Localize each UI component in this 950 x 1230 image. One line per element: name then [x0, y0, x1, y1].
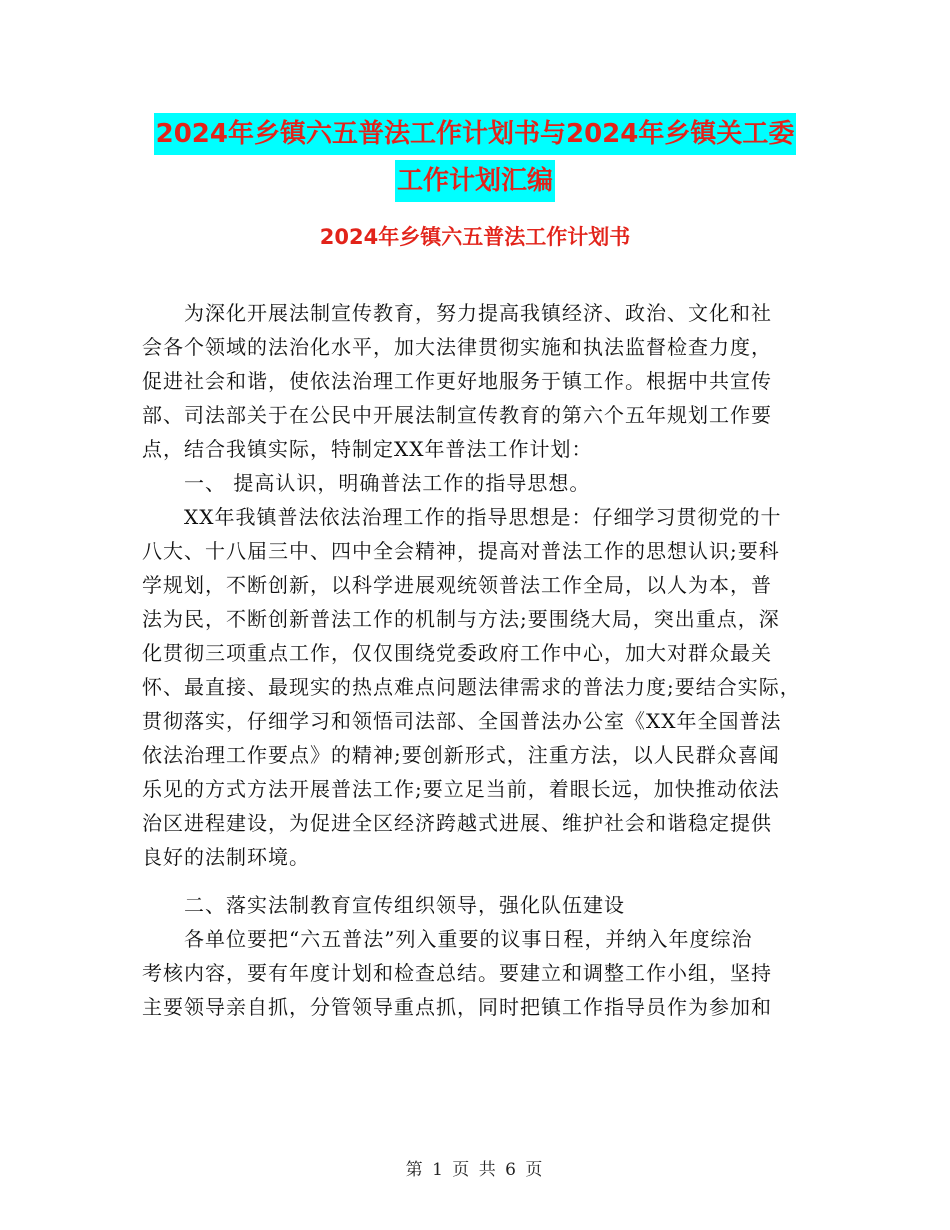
body-line: 促进社会和谐，使依法治理工作更好地服务于镇工作。根据中共宣传 — [142, 369, 772, 393]
body-line: 考核内容，要有年度计划和检查总结。要建立和调整工作小组，坚持 — [142, 961, 772, 985]
section-title: 2024年乡镇六五普法工作计划书 — [319, 225, 631, 249]
body-line: 部、司法部关于在公民中开展法制宣传教育的第六个五年规划工作要 — [142, 403, 772, 427]
body-line: 主要领导亲自抓，分管领导重点抓，同时把镇工作指导员作为参加和 — [142, 995, 772, 1019]
section-heading-1: 一、 提高认识，明确普法工作的指导思想。 — [184, 471, 591, 495]
document-title — [0, 112, 950, 206]
body-line: 怀、最直接、最现实的热点难点问题法律需求的普法力度;要结合实际， — [142, 675, 801, 699]
body-line: 化贯彻三项重点工作，仅仅围绕党委政府工作中心，加大对群众最关 — [142, 641, 772, 665]
body-line: 各单位要把“六五普法”列入重要的议事日程，并纳入年度综治 — [184, 927, 753, 951]
title-line-1: 2024年乡镇六五普法工作计划书与2024年乡镇关工委 — [154, 113, 797, 155]
body-line: 治区进程建设，为促进全区经济跨越式进展、维护社会和谐稳定提供 — [142, 811, 772, 835]
body-line: 依法治理工作要点》的精神;要创新形式，注重方法，以人民群众喜闻 — [142, 743, 780, 767]
body-line: 八大、十八届三中、四中全会精神，提高对普法工作的思想认识;要科 — [142, 539, 780, 563]
body-line: 乐见的方式方法开展普法工作;要立足当前，着眼长远，加快推动依法 — [142, 777, 780, 801]
body-line: XX年我镇普法依法治理工作的指导思想是：仔细学习贯彻党的十 — [184, 505, 782, 529]
body-line: 贯彻落实，仔细学习和领悟司法部、全国普法办公室《XX年全国普法 — [142, 709, 782, 733]
body-line: 为深化开展法制宣传教育，努力提高我镇经济、政治、文化和社 — [184, 301, 772, 325]
title-line-2: 工作计划汇编 — [395, 160, 555, 202]
body-line: 会各个领域的法治化水平，加大法律贯彻实施和执法监督检查力度， — [142, 335, 772, 359]
body-line: 点，结合我镇实际，特制定XX年普法工作计划： — [142, 437, 593, 461]
body-line: 学规划，不断创新，以科学进展观统领普法工作全局，以人为本，普 — [142, 573, 772, 597]
body-line: 法为民，不断创新普法工作的机制与方法;要围绕大局，突出重点，深 — [142, 607, 780, 631]
page-number-footer: 第 1 页 共 6 页 — [405, 1160, 545, 1180]
body-text — [142, 296, 812, 1024]
section-heading-2: 二、落实法制教育宣传组织领导，强化队伍建设 — [184, 893, 625, 917]
body-line: 良好的法制环境。 — [142, 845, 310, 869]
